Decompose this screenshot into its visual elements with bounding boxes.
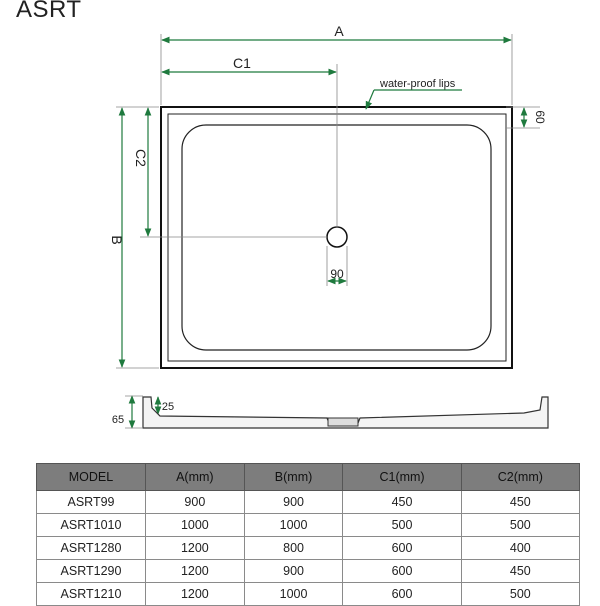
spec-table	[36, 463, 580, 606]
dim-b-label: B	[109, 235, 125, 245]
cell-a: 1200	[146, 537, 245, 560]
table-row	[37, 537, 580, 560]
dim-tray-height-label: 65	[111, 414, 125, 426]
cell-model: ASRT1280	[37, 537, 146, 560]
cell-c1: 500	[343, 514, 461, 537]
header-c1: C1(mm)	[343, 464, 461, 491]
page-title: ASRT	[16, 0, 82, 23]
cell-c2: 450	[461, 560, 579, 583]
cell-c2: 500	[461, 583, 579, 606]
cell-b: 1000	[244, 514, 343, 537]
cell-model: ASRT1210	[37, 583, 146, 606]
tray-side-profile	[125, 396, 548, 428]
cell-a: 1200	[146, 583, 245, 606]
dim-c2-label: C2	[133, 149, 149, 167]
cell-c1: 600	[343, 537, 461, 560]
cell-a: 900	[146, 491, 245, 514]
lips-label: water-proof lips	[380, 78, 456, 90]
dim-drain-label: 90	[330, 267, 344, 281]
cell-c1: 600	[343, 583, 461, 606]
cell-c1: 600	[343, 560, 461, 583]
dim-a-label: A	[334, 23, 344, 39]
cell-c1: 450	[343, 491, 461, 514]
header-c2: C2(mm)	[461, 464, 579, 491]
cell-model: ASRT99	[37, 491, 146, 514]
cell-c2: 400	[461, 537, 579, 560]
drain-outlet	[328, 418, 358, 426]
dim-edge-label: 25	[161, 401, 175, 413]
table-row	[37, 514, 580, 537]
cell-c2: 450	[461, 491, 579, 514]
header-model: MODEL	[37, 464, 146, 491]
cell-model: ASRT1010	[37, 514, 146, 537]
cell-b: 1000	[244, 583, 343, 606]
header-a: A(mm)	[146, 464, 245, 491]
cell-model: ASRT1290	[37, 560, 146, 583]
cell-c2: 500	[461, 514, 579, 537]
table-row	[37, 560, 580, 583]
dim-c1-label: C1	[233, 55, 251, 71]
cell-b: 900	[244, 560, 343, 583]
dim-lip-label: 60	[533, 110, 547, 124]
cell-a: 1200	[146, 560, 245, 583]
cell-b: 900	[244, 491, 343, 514]
header-b: B(mm)	[244, 464, 343, 491]
table-row	[37, 583, 580, 606]
table-row	[37, 491, 580, 514]
cell-b: 800	[244, 537, 343, 560]
drain-hole	[327, 227, 347, 247]
cell-a: 1000	[146, 514, 245, 537]
table-header-row	[37, 464, 580, 491]
